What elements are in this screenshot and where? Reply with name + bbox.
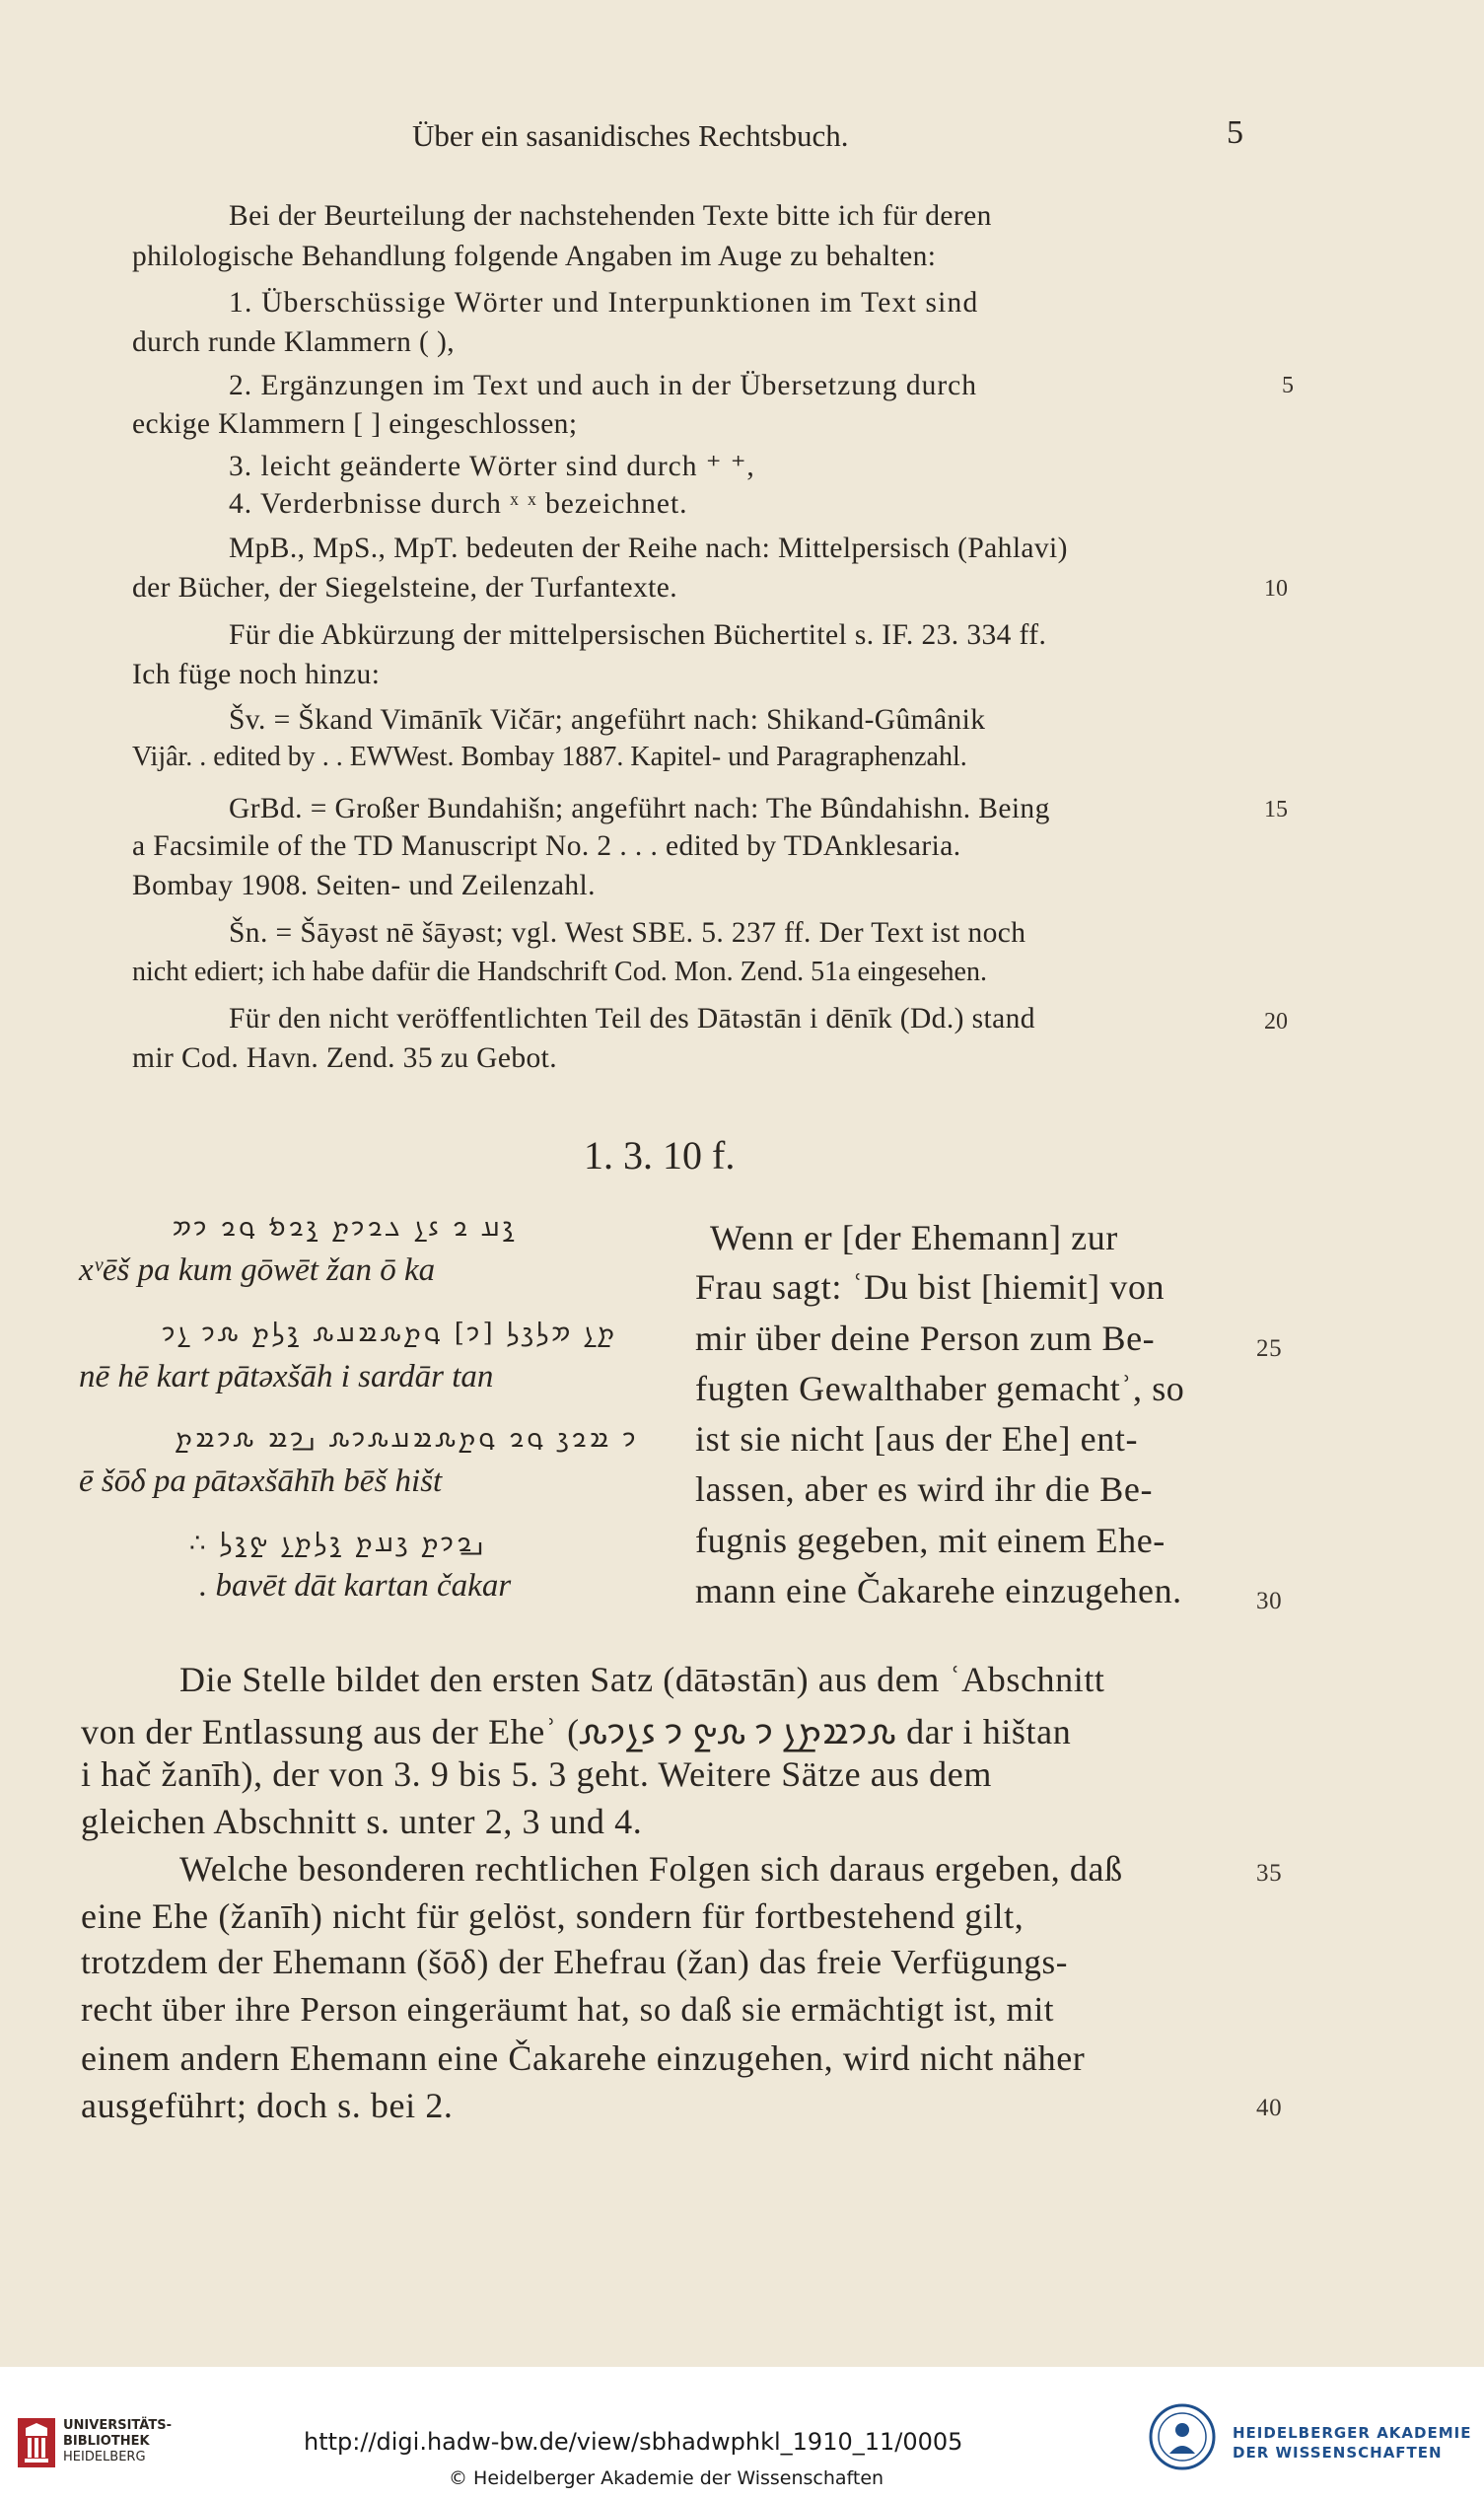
intro-line: Ich füge noch hinzu: — [132, 659, 381, 690]
commentary-line: trotzdem der Ehemann (šōδ) der Ehefrau (žan) das freie Verfügungs- — [81, 1943, 1069, 1981]
translation-line: fugnis gegeben, mit einem Ehe- — [695, 1521, 1166, 1560]
translit-line: . bavēt dāt kartan čakar — [199, 1568, 512, 1604]
commentary-line: ausgeführt; doch s. bei 2. — [81, 2086, 454, 2125]
ub-name-line: HEIDELBERG — [63, 2450, 146, 2464]
translation-line: ist sie nicht [aus der Ehe] ent- — [695, 1419, 1139, 1459]
ub-name-line: UNIVERSITÄTS- — [63, 2418, 172, 2433]
commentary-line: Welche besonderen rechtlichen Folgen sich daraus ergeben, daß — [179, 1849, 1123, 1889]
intro-line: durch runde Klammern ( ), — [132, 326, 456, 358]
footer — [0, 2367, 1484, 2499]
source-url-link[interactable]: http://digi.hadw-bw.de/view/sbhadwphkl_1910_11/0005 — [304, 2428, 963, 2456]
line-number: 25 — [1256, 1335, 1283, 1362]
translit-line: ē šōδ pa pātəxšāhīh bēš hišt — [79, 1464, 443, 1499]
intro-line: der Bücher, der Siegelsteine, der Turfantexte. — [132, 572, 677, 604]
intro-line: 3. leicht geänderte Wörter sind durch ⁺ ⁺, — [229, 451, 755, 482]
translit-line: xᵛēš pa kum gōwēt žan ō ka — [79, 1252, 436, 1288]
commentary-line: Die Stelle bildet den ersten Satz (dātəstān) aus dem ʿAbschnitt — [179, 1660, 1105, 1699]
academy-seal-icon — [1148, 2402, 1217, 2471]
line-number: 15 — [1264, 797, 1288, 822]
pahlavi-line: 𐭪𐭠 𐭥 𐭦𐭭 𐭢𐭥𐭩𐭲 𐭪𐭥𐭬 𐭯𐭥 𐭩𐭮 — [173, 1213, 518, 1243]
running-head-title: Über ein sasanidisches Rechtsbuch. — [412, 118, 849, 153]
line-number: 30 — [1256, 1588, 1283, 1614]
page-number: 5 — [1227, 114, 1243, 151]
line-number: 5 — [1282, 373, 1294, 398]
section-heading: 1. 3. 10 f. — [584, 1133, 736, 1178]
academy-name-line: HEIDELBERGER AKADEMIE — [1233, 2424, 1472, 2442]
intro-line: MpB., MpS., MpT. bedeuten der Reihe nach: Mittelpersisch (Pahlavi) — [229, 533, 1068, 564]
intro-line: Für den nicht veröffentlichten Teil des Dātəstān i dēnīk (Dd.) stand — [229, 1003, 1035, 1035]
translation-line: lassen, aber es wird ihr die Be- — [695, 1469, 1154, 1509]
pahlavi-line: ∴ 𐭡𐭥𐭩𐭲 𐭣𐭠𐭲 𐭪𐭫𐭲𐭭 𐭰𐭪𐭫 — [189, 1529, 487, 1558]
ub-name-line: BIBLIOTHEK — [63, 2434, 150, 2449]
intro-line: 1. Überschüssige Wörter und Interpunktionen im Text sind — [229, 287, 979, 319]
copyright-notice: © Heidelberger Akademie der Wissenschaften — [449, 2467, 884, 2489]
line-number: 10 — [1264, 576, 1288, 602]
commentary-line: i hač žanīh), der von 3. 9 bis 5. 3 geht. Weitere Sätze aus dem — [81, 1754, 992, 1794]
university-library-logo-icon — [18, 2418, 55, 2467]
intro-line: eckige Klammern [ ] eingeschlossen; — [132, 408, 578, 440]
line-number: 20 — [1264, 1009, 1288, 1035]
commentary-line: von der Entlassung aus der Eheʾ (𐭧𐭩𐭱𐭲𐭭 𐭩 𐭧𐭰 𐭩 𐭦𐭭𐭩𐭧 dar i hištan — [81, 1712, 1072, 1751]
line-number: 35 — [1256, 1860, 1283, 1887]
line-number: 40 — [1256, 2095, 1283, 2121]
intro-line: Bombay 1908. Seiten- und Zeilenzahl. — [132, 870, 596, 901]
commentary-line: einem andern Ehemann eine Čakarehe einzugehen, wird nicht näher — [81, 2038, 1086, 2078]
commentary-line: gleichen Abschnitt s. unter 2, 3 und 4. — [81, 1802, 643, 1841]
translit-line: nē hē kart pātəxšāh i sardār tan — [79, 1359, 494, 1394]
pahlavi-line: 𐭩 𐭱𐭥𐭣 𐭯𐭥 𐭯𐭲𐭧𐭱𐭠𐭧𐭩𐭧 𐭡𐭩𐭱 𐭧𐭩𐭱𐭲 — [176, 1424, 639, 1454]
pahlavi-line: 𐭲𐭭 𐭮𐭫𐭣𐭫 [𐭩] 𐭯𐭲𐭧𐭱𐭠𐭧 𐭪𐭫𐭲 𐭧𐭩 𐭭𐭩 — [163, 1319, 617, 1348]
translation-line: Wenn er [der Ehemann] zur — [710, 1218, 1118, 1257]
academy-name-line: DER WISSENSCHAFTEN — [1233, 2444, 1443, 2462]
intro-line: a Facsimile of the TD Manuscript No. 2 . . . edited by TDAnklesaria. — [132, 830, 961, 862]
intro-line: GrBd. = Großer Bundahišn; angeführt nach: The Bûndahishn. Being — [229, 793, 1050, 824]
commentary-line: eine Ehe (žanīh) nicht für gelöst, sondern für fortbestehend gilt, — [81, 1896, 1025, 1936]
intro-line: Šn. = Šāyəst nē šāyəst; vgl. West SBE. 5. 237 ff. Der Text ist noch — [229, 917, 1026, 949]
intro-line: philologische Behandlung folgende Angaben im Auge zu behalten: — [132, 241, 937, 272]
intro-line: mir Cod. Havn. Zend. 35 zu Gebot. — [132, 1042, 558, 1074]
intro-line: Für die Abkürzung der mittelpersischen Büchertitel s. IF. 23. 334 ff. — [229, 619, 1047, 651]
intro-line: nicht ediert; ich habe dafür die Handschrift Cod. Mon. Zend. 51a eingesehen. — [132, 957, 987, 987]
intro-line: Šv. = Škand Vimānīk Vičār; angeführt nach: Shikand-Gûmânik — [229, 704, 986, 736]
intro-line: 2. Ergänzungen im Text und auch in der Übersetzung durch — [229, 370, 978, 401]
commentary-line: recht über ihre Person eingeräumt hat, so daß sie ermächtigt ist, mit — [81, 1990, 1055, 2029]
translation-line: mann eine Čakarehe einzugehen. — [695, 1571, 1182, 1610]
intro-line: Bei der Beurteilung der nachstehenden Texte bitte ich für deren — [229, 200, 992, 232]
intro-line: Vijâr. . edited by . . EWWest. Bombay 1887. Kapitel- und Paragraphenzahl. — [132, 742, 967, 772]
translation-line: fugten Gewalthaber gemachtʾ, so — [695, 1369, 1185, 1408]
translation-line: Frau sagt: ʿDu bist [hiemit] von — [695, 1267, 1166, 1307]
translation-line: mir über deine Person zum Be- — [695, 1319, 1156, 1358]
intro-line: 4. Verderbnisse durch ˣ ˣ bezeichnet. — [229, 488, 688, 520]
